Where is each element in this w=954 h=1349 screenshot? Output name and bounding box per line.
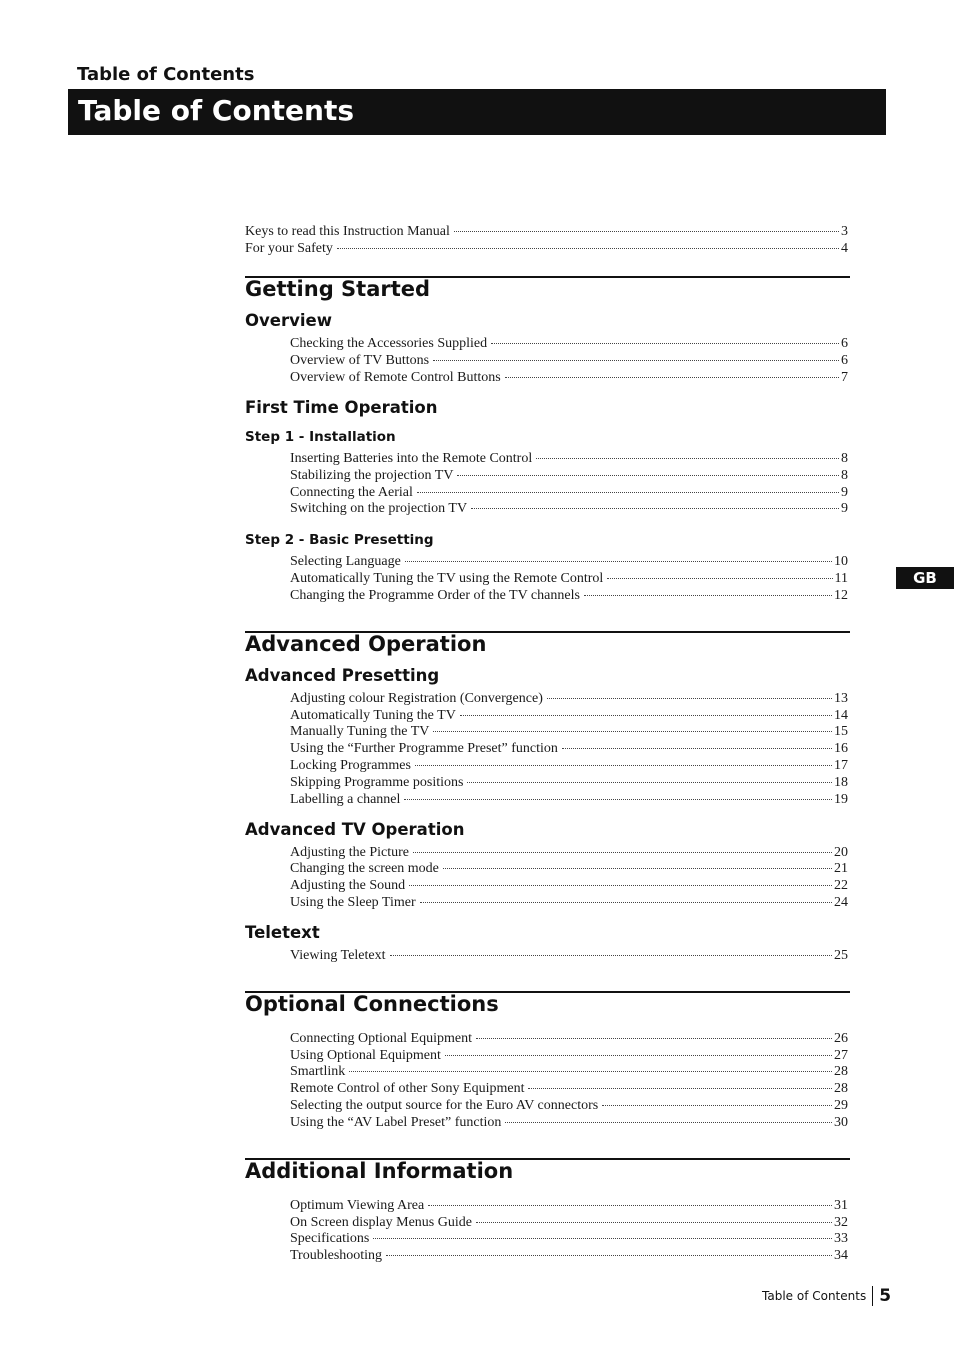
toc-entry[interactable]: Locking Programmes 17 <box>290 758 848 773</box>
language-tab: GB <box>896 567 954 589</box>
toc-entry[interactable]: Specifications 33 <box>290 1231 848 1246</box>
toc-entry[interactable]: Adjusting the Sound 22 <box>290 878 848 893</box>
toc-entry[interactable]: Using the “AV Label Preset” function 30 <box>290 1115 848 1130</box>
toc-entry[interactable]: Using Optional Equipment 27 <box>290 1048 848 1063</box>
section-heading: Getting Started <box>245 277 431 301</box>
toc-entry[interactable]: Connecting Optional Equipment 26 <box>290 1031 848 1046</box>
footer-divider <box>872 1286 873 1306</box>
subsection-heading: Teletext <box>245 923 320 942</box>
toc-entry[interactable]: Connecting the Aerial 9 <box>290 485 848 500</box>
toc-entry[interactable]: Adjusting colour Registration (Convergence) 13 <box>290 691 848 706</box>
section-heading: Optional Connections <box>245 992 499 1016</box>
toc-entry[interactable]: On Screen display Menus Guide 32 <box>290 1215 848 1230</box>
page-title: Table of Contents <box>78 94 355 127</box>
toc-entry[interactable]: Changing the Programme Order of the TV channels 12 <box>290 588 848 603</box>
toc-entry[interactable]: Changing the screen mode 21 <box>290 861 848 876</box>
running-head: Table of Contents <box>77 64 255 85</box>
subsection-heading: Overview <box>245 311 332 330</box>
toc-entry[interactable]: Manually Tuning the TV 15 <box>290 724 848 739</box>
title-bar <box>68 89 886 135</box>
step-heading: Step 1 - Installation <box>245 429 396 445</box>
toc-entry[interactable]: Remote Control of other Sony Equipment 28 <box>290 1081 848 1096</box>
subsection-heading: Advanced TV Operation <box>245 820 465 839</box>
toc-entry[interactable]: Using the Sleep Timer 24 <box>290 895 848 910</box>
toc-entry[interactable]: Keys to read this Instruction Manual 3 <box>245 224 848 239</box>
toc-entry[interactable]: Troubleshooting 34 <box>290 1248 848 1263</box>
toc-entry[interactable]: Adjusting the Picture 20 <box>290 845 848 860</box>
toc-entry[interactable]: Stabilizing the projection TV 8 <box>290 468 848 483</box>
toc-entry[interactable]: Automatically Tuning the TV 14 <box>290 708 848 723</box>
toc-entry[interactable]: Switching on the projection TV 9 <box>290 501 848 516</box>
toc-entry[interactable]: Skipping Programme positions 18 <box>290 775 848 790</box>
toc-entry[interactable]: Automatically Tuning the TV using the Remote Control 11 <box>290 571 848 586</box>
section-heading: Additional Information <box>245 1159 514 1183</box>
toc-entry[interactable]: Overview of TV Buttons 6 <box>290 353 848 368</box>
toc-entry[interactable]: Overview of Remote Control Buttons 7 <box>290 370 848 385</box>
toc-entry[interactable]: Selecting the output source for the Euro AV connectors 29 <box>290 1098 848 1113</box>
section-heading: Advanced Operation <box>245 632 487 656</box>
subsection-heading: Advanced Presetting <box>245 666 440 685</box>
step-heading: Step 2 - Basic Presetting <box>245 532 434 548</box>
toc-entry[interactable]: Viewing Teletext 25 <box>290 948 848 963</box>
page-footer <box>762 1286 891 1306</box>
toc-entry[interactable]: Labelling a channel 19 <box>290 792 848 807</box>
subsection-heading: First Time Operation <box>245 398 438 417</box>
page-number: 5 <box>879 1286 892 1306</box>
footer-label: Table of Contents <box>762 1289 867 1303</box>
toc-entry[interactable]: Smartlink 28 <box>290 1064 848 1079</box>
toc-entry[interactable]: Using the “Further Programme Preset” function 16 <box>290 741 848 756</box>
toc-entry[interactable]: For your Safety 4 <box>245 241 848 256</box>
toc-entry[interactable]: Checking the Accessories Supplied 6 <box>290 336 848 351</box>
toc-entry[interactable]: Selecting Language 10 <box>290 554 848 569</box>
toc-entry[interactable]: Optimum Viewing Area 31 <box>290 1198 848 1213</box>
toc-entry[interactable]: Inserting Batteries into the Remote Control 8 <box>290 451 848 466</box>
